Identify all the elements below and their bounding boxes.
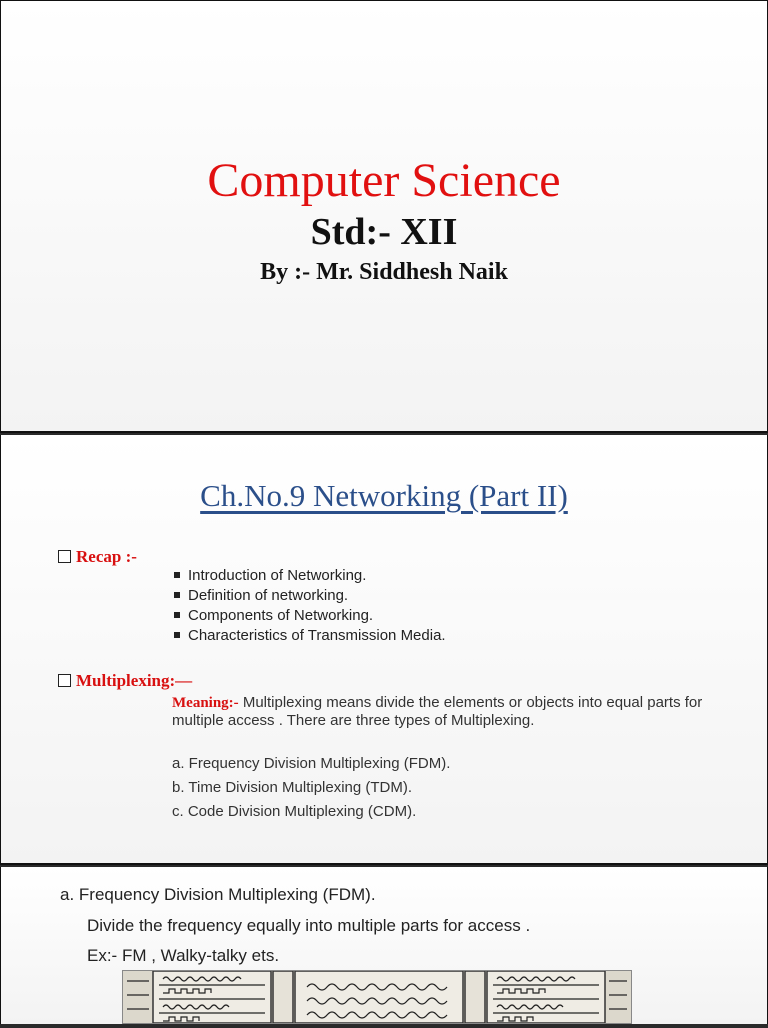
list-item: c. Code Division Multiplexing (CDM). [172,803,417,820]
fdm-diagram-photo [122,970,632,1024]
recap-heading [58,547,137,567]
standard-label: Std:- XII [310,211,458,253]
list-item: Components of Networking. [174,606,446,626]
fdm-sketch-icon [123,971,631,1023]
chapter-title: Ch.No.9 Networking (Part II) [200,478,568,513]
meaning-label: Meaning:- [172,695,239,711]
recap-heading-text: Recap :- [76,547,137,566]
square-bullet-icon [174,592,180,598]
checkbox-bullet-icon [58,550,71,563]
list-item: a. Frequency Division Multiplexing (FDM). [172,755,451,772]
square-bullet-icon [174,632,180,638]
author-label: By :- Mr. Siddhesh Naik [260,259,508,285]
square-bullet-icon [174,612,180,618]
main-title: Computer Science [207,154,561,207]
fdm-example: Ex:- FM , Walky-talky ets. [87,946,280,965]
multiplexing-types-list [172,752,450,824]
list-item: Definition of networking. [174,586,446,606]
fdm-description: Divide the frequency equally into multiple parts for access . [87,916,531,935]
fdm-heading: a. Frequency Division Multiplexing (FDM). [60,885,376,904]
meaning-paragraph [172,694,712,729]
checkbox-bullet-icon [58,674,71,687]
list-item: b. Time Division Multiplexing (TDM). [172,779,413,796]
multiplexing-heading-text: Multiplexing:— [76,671,193,690]
square-bullet-icon [174,572,180,578]
list-item: Characteristics of Transmission Media. [174,626,446,646]
recap-list [174,566,446,646]
multiplexing-heading [58,671,192,691]
list-item: Introduction of Networking. [174,566,446,586]
meaning-text: Multiplexing means divide the elements or objects into equal parts for multiple access . There are three types of Multiplexing. [172,694,703,729]
